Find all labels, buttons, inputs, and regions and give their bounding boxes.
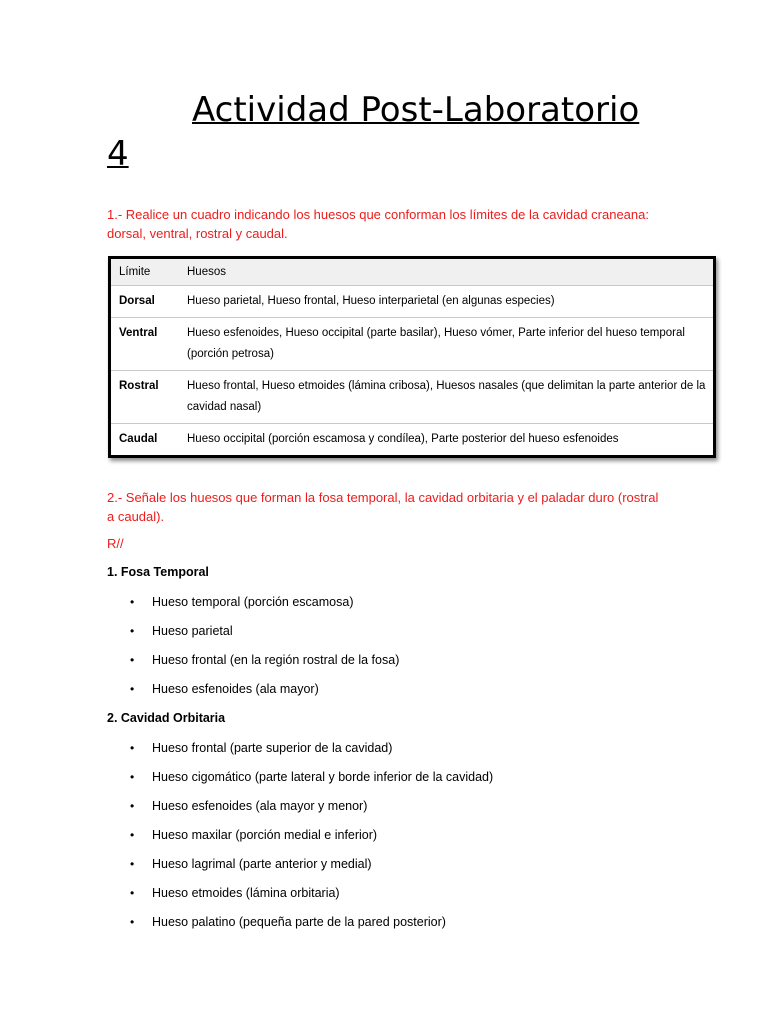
question-2: 2.- Señale los huesos que forman la fosa temporal, la cavidad orbitaria y el paladar duro (rostral a caudal). <box>107 490 659 524</box>
table-row <box>111 286 713 318</box>
bones-table-frame <box>108 256 716 458</box>
table-header-limite: Límite <box>111 259 179 286</box>
list-fosa-temporal <box>130 594 399 710</box>
bones-table <box>111 259 713 455</box>
bullet-icon: • <box>130 799 135 813</box>
bullet-icon: • <box>130 624 135 638</box>
bullet-icon: • <box>130 595 135 609</box>
table-row <box>111 371 713 424</box>
table-row <box>111 424 713 456</box>
bullet-icon: • <box>130 741 135 755</box>
section-title-fosa-temporal: 1. Fosa Temporal <box>107 565 209 579</box>
list-item: • Hueso esfenoides (ala mayor y menor) <box>130 799 368 813</box>
table-cell-huesos: Hueso parietal, Hueso frontal, Hueso interparietal (en algunas especies) <box>179 286 713 318</box>
table-cell-huesos: Hueso esfenoides, Hueso occipital (parte basilar), Hueso vómer, Parte inferior del hueso temporal (porción petrosa) <box>179 318 713 371</box>
table-cell-limite: Rostral <box>111 371 179 424</box>
bullet-icon: • <box>130 857 135 871</box>
bullet-icon: • <box>130 828 135 842</box>
bullet-icon: • <box>130 886 135 900</box>
list-item: • Hueso cigomático (parte lateral y borde inferior de la cavidad) <box>130 770 494 784</box>
title-line-1: Actividad Post-Laboratorio <box>192 90 640 130</box>
list-item: • Hueso parietal <box>130 624 233 638</box>
list-item: • Hueso lagrimal (parte anterior y medial) <box>130 857 372 871</box>
list-item: • Hueso maxilar (porción medial e inferior) <box>130 828 378 842</box>
list-item: • Hueso esfenoides (ala mayor) <box>130 682 319 696</box>
list-item: • Hueso frontal (en la región rostral de la fosa) <box>130 653 400 667</box>
table-header-huesos: Huesos <box>179 259 713 286</box>
list-cavidad-orbitaria <box>130 740 493 943</box>
table-row <box>111 318 713 371</box>
list-item: • Hueso palatino (pequeña parte de la pared posterior) <box>130 915 446 929</box>
bullet-icon: • <box>130 682 135 696</box>
bullet-icon: • <box>130 770 135 784</box>
bullet-icon: • <box>130 653 135 667</box>
page-title <box>107 88 667 176</box>
question-1: 1.- Realice un cuadro indicando los huesos que conforman los límites de la cavidad craneana: dorsal, ventral, rostral y caudal. <box>107 207 649 241</box>
table-header-row <box>111 259 713 286</box>
list-item: • Hueso temporal (porción escamosa) <box>130 595 354 609</box>
table-cell-huesos: Hueso occipital (porción escamosa y condílea), Parte posterior del hueso esfenoides <box>187 433 619 445</box>
table-cell-limite: Dorsal <box>111 286 179 318</box>
list-item: • Hueso etmoides (lámina orbitaria) <box>130 886 340 900</box>
title-line-2: 4 <box>107 134 129 174</box>
bullet-icon: • <box>130 915 135 929</box>
table-cell-limite: Ventral <box>111 318 179 371</box>
list-item: • Hueso frontal (parte superior de la cavidad) <box>130 741 393 755</box>
table-cell-huesos: Hueso frontal, Hueso etmoides (lámina cribosa), Huesos nasales (que delimitan la parte anterior de la cavidad nasal) <box>179 371 713 424</box>
answer-marker: R// <box>107 536 124 551</box>
table-cell-limite: Caudal <box>119 433 158 445</box>
section-title-cavidad-orbitaria: 2. Cavidad Orbitaria <box>107 711 226 725</box>
